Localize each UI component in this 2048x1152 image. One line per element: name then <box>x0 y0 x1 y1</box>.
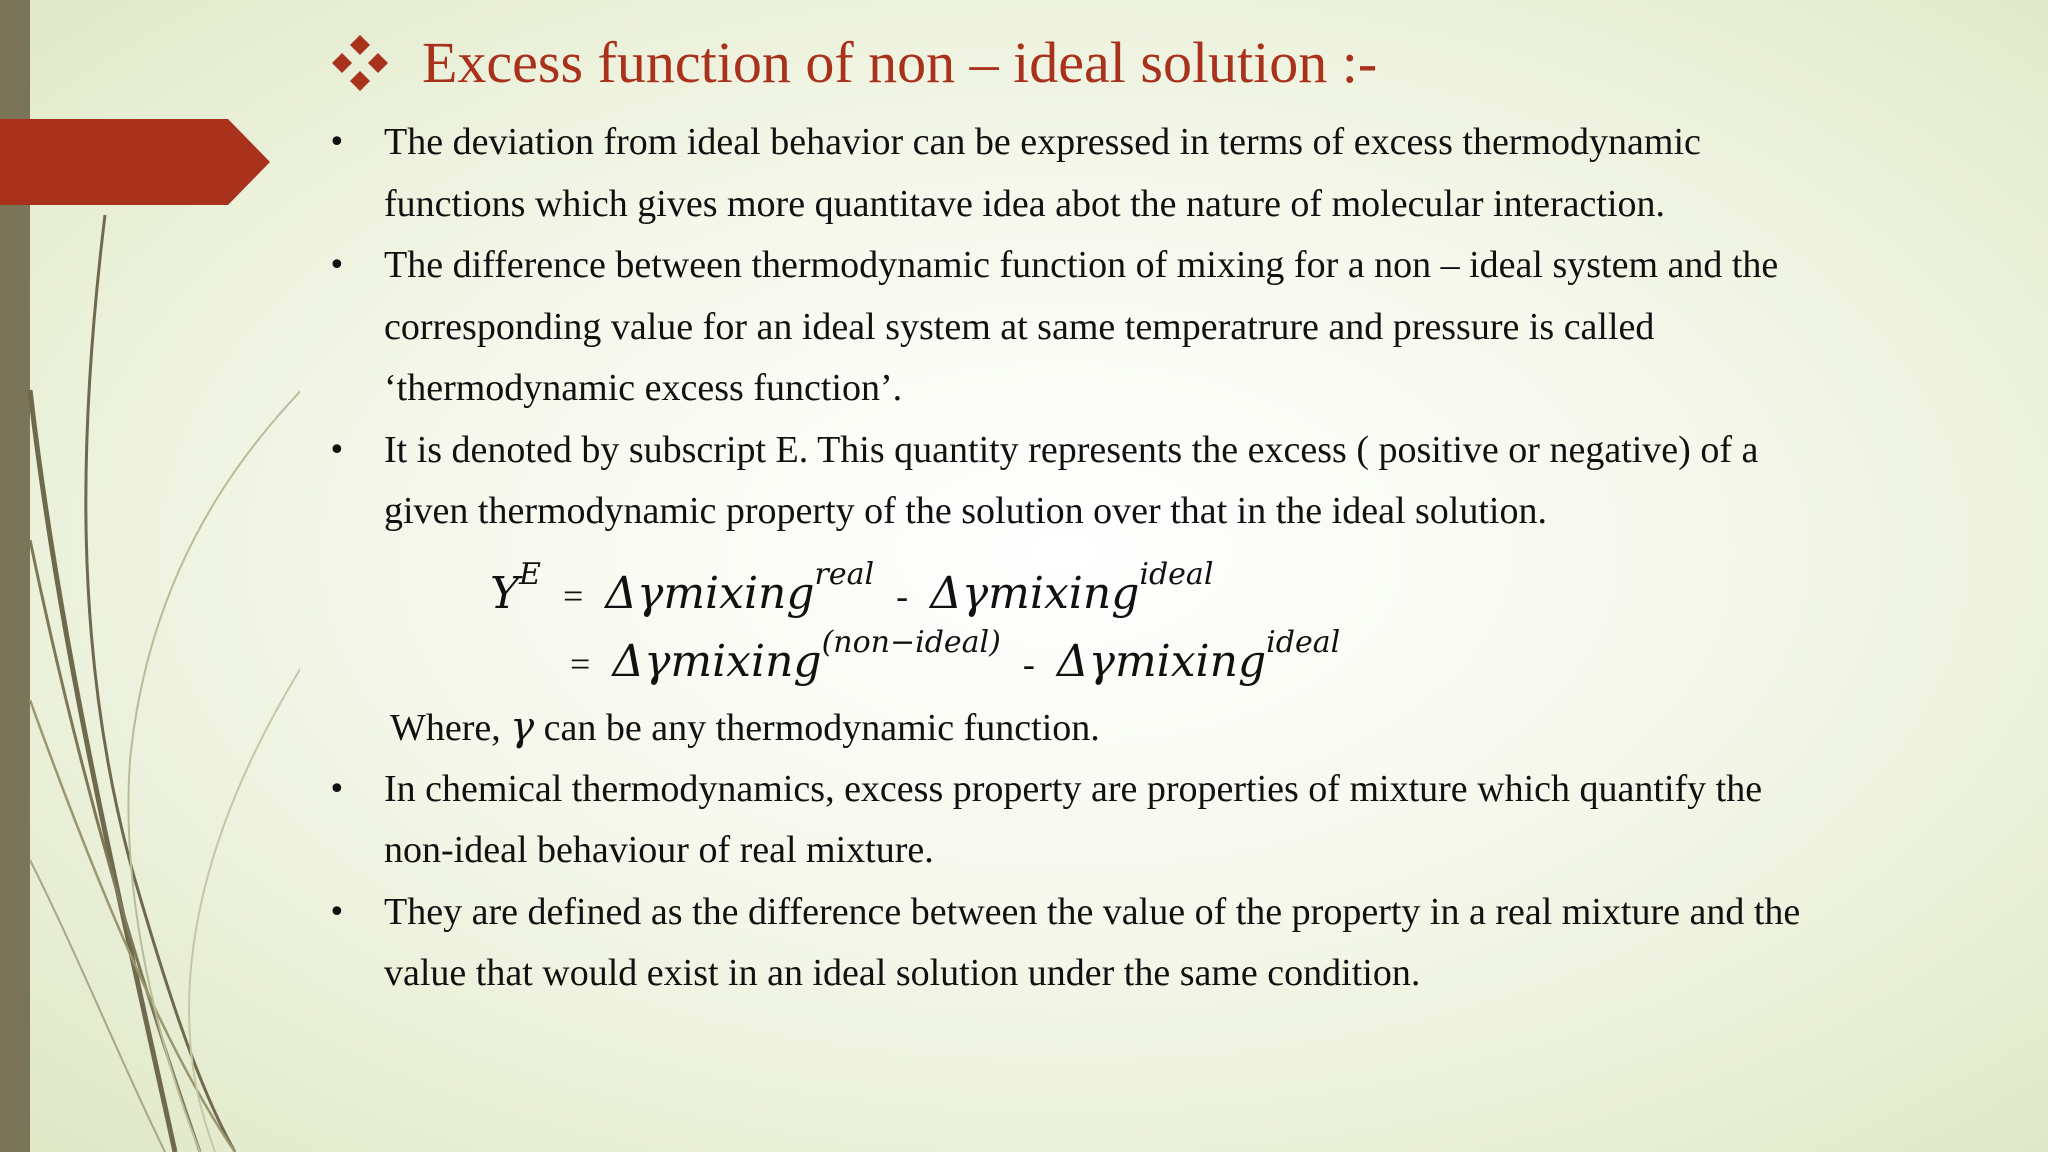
bullet-dot-icon: • <box>328 771 346 807</box>
title-row <box>330 28 1377 98</box>
equation-term: Δγmixing <box>612 635 822 687</box>
where-prefix: Where, <box>390 706 501 749</box>
bullet-item-5 <box>322 882 1822 1005</box>
bullet-item-4 <box>322 759 1822 882</box>
superscript-ideal: ideal <box>1139 556 1214 592</box>
equation-lhs: Y <box>490 567 520 619</box>
equation-lhs-superscript: E <box>519 556 541 592</box>
four-diamond-icon <box>330 33 390 93</box>
where-suffix: can be any thermodynamic function. <box>543 706 1100 749</box>
gamma-symbol: γ <box>510 703 535 750</box>
equation-term: Δγmixing <box>605 567 815 619</box>
bullet-text: The difference between thermodynamic function of mixing for a non – ideal system and the corresponding value for an ideal system at same temperatrure and pressure is called ‘thermodynamic excess function’. <box>384 244 1779 409</box>
bullet-item-2 <box>322 235 1822 420</box>
bullet-text: The deviation from ideal behavior can be expressed in terms of excess thermodynamic functions which gives more quantitave idea abot the nature of molecular interaction. <box>384 121 1701 225</box>
bullet-text: They are defined as the difference between the value of the property in a real mixture and the value that would exist in an ideal solution under the same condition. <box>384 890 1801 994</box>
equation-line-2 <box>562 613 1340 694</box>
excess-function-equation <box>322 543 1822 697</box>
equation-term: Δγmixing <box>930 567 1140 619</box>
bullet-dot-icon: • <box>328 248 346 283</box>
superscript-real: real <box>814 556 875 592</box>
minus-sign: - <box>896 575 909 616</box>
bullet-item-3 <box>322 420 1822 543</box>
equals-sign: = <box>570 643 591 684</box>
bullet-item-1 <box>322 112 1822 235</box>
slide-title: Excess function of non – ideal solution :- <box>422 30 1378 95</box>
title-arrow-shape <box>0 119 270 205</box>
bullet-dot-icon: • <box>328 125 346 160</box>
where-clause <box>322 697 1822 759</box>
slide-content <box>322 112 1822 1005</box>
superscript-non-ideal: (non−ideal) <box>821 624 1001 660</box>
equals-sign: = <box>562 575 584 616</box>
bullet-dot-icon: • <box>328 432 346 468</box>
bullet-text: In chemical thermodynamics, excess property are properties of mixture which quantify the non-ideal behaviour of real mixture. <box>384 767 1763 871</box>
minus-sign: - <box>1022 643 1035 684</box>
equation-term: Δγmixing <box>1056 635 1267 687</box>
superscript-ideal: ideal <box>1266 624 1341 660</box>
bullet-text: It is denoted by subscript E. This quantity represents the excess ( positive or negative) of a given thermodynamic property of the solution over that in the ideal solution. <box>384 428 1759 532</box>
bullet-dot-icon: • <box>328 894 346 930</box>
